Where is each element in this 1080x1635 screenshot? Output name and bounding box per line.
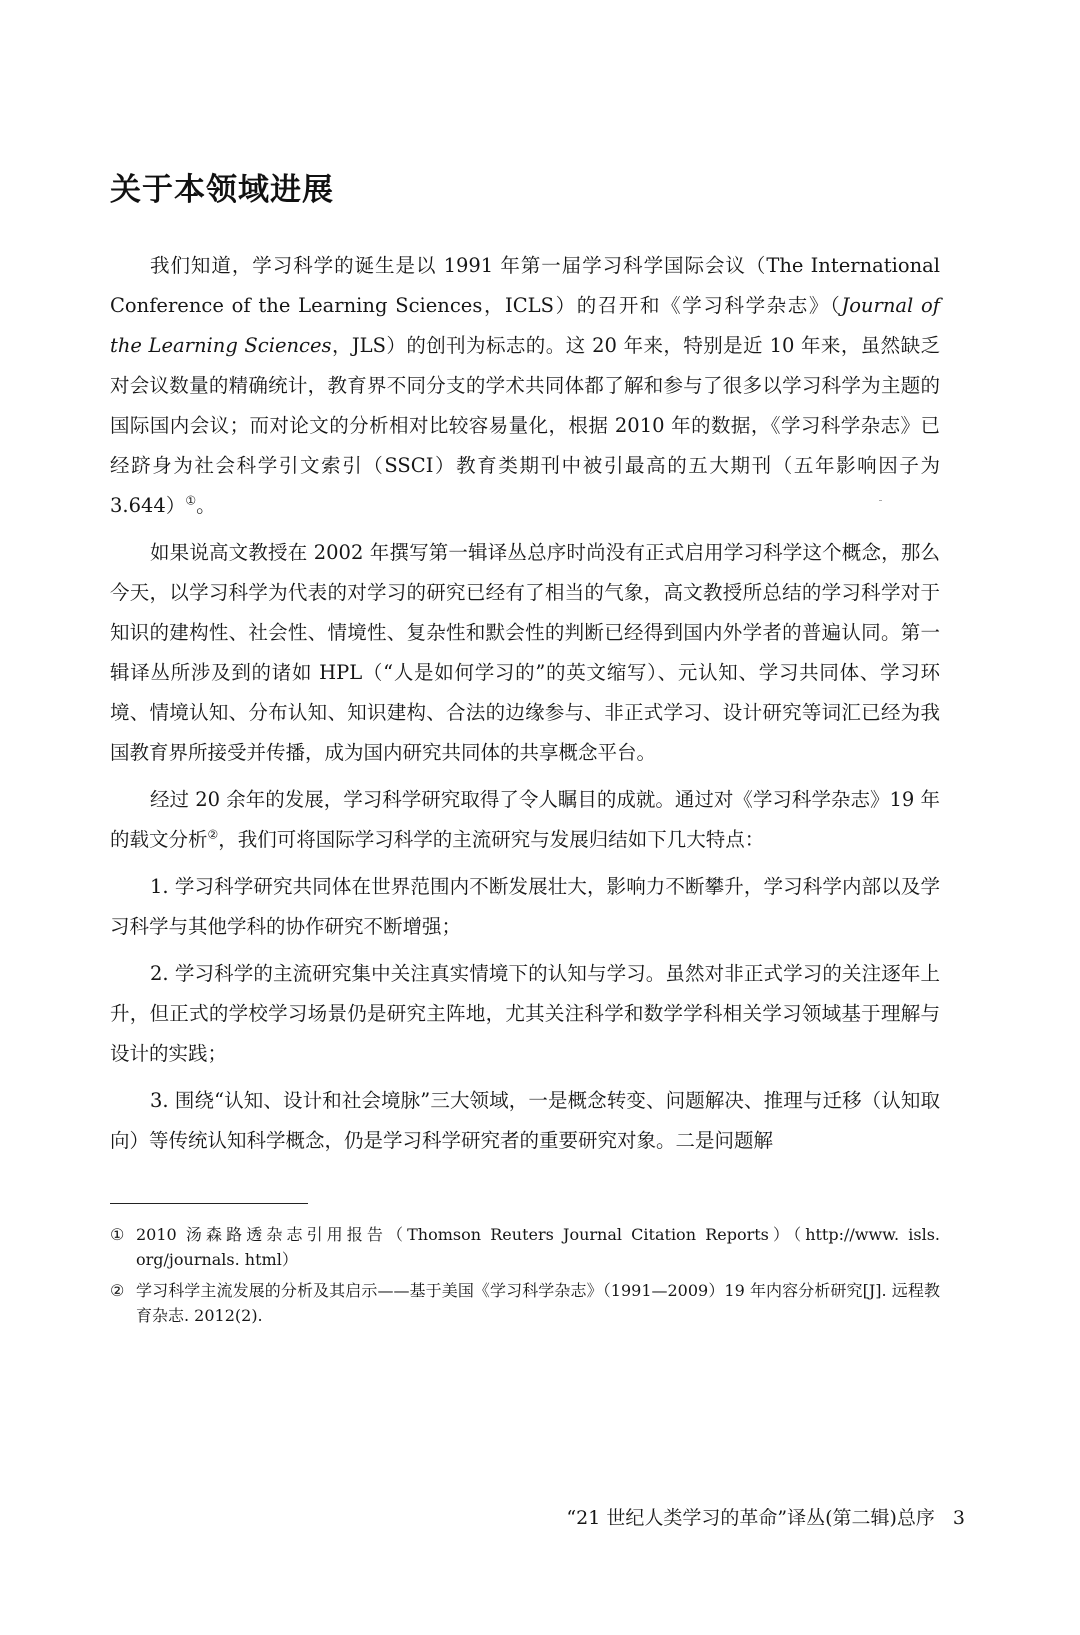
footnote-1-mark: ① — [110, 1225, 125, 1244]
paragraph-1-end: 。 — [196, 494, 216, 517]
journal-name: Journal of the Learning Sciences — [110, 294, 940, 357]
page-footer — [566, 1505, 965, 1531]
list-item-1: 1. 学习科学研究共同体在世界范围内不断发展壮大，影响力不断攀升，学习科学内部以及学习科学与其他学科的协作研究不断增强； — [110, 875, 940, 938]
section-title: 关于本领域进展 — [110, 172, 334, 208]
page-number: 3 — [952, 1507, 965, 1529]
running-title: “21 世纪人类学习的革命”译丛(第二辑)总序 — [566, 1507, 935, 1529]
footnote-2 — [110, 1278, 940, 1328]
paragraph-2: 如果说高文教授在 2002 年撰写第一辑译丛总序时尚没有正式启用学习科学这个概念，那么今天，以学习科学为代表的对学习的研究已经有了相当的气象，高文教授所总结的学习科学对于知识的建构性、社会性、情境性、复杂性和默会性的判断已经得到国内外学者的普遍认同。第一辑译丛所涉及到的诸如 HPL（“人是如何学习的”的英文缩写）、元认知、学习共同体、学习环境、情境认知、分布认知、知识建构、合法的边缘参与、非正式学习、设计研究等词汇已经为我国教育界所接受并传播，成为国内研究共同体的共享概念平台。 — [110, 541, 940, 764]
footnote-ref-1[interactable]: ① — [185, 493, 197, 508]
footnotes — [110, 1222, 940, 1334]
footnote-1-text: 2010 汤森路透杂志引用报告（Thomson Reuters Journal Citation Reports）（http://www. isls. org/journals. html） — [136, 1225, 940, 1269]
footnote-1 — [110, 1222, 940, 1272]
paragraph-3-part-b: ，我们可将国际学习科学的主流研究与发展归结如下几大特点： — [218, 828, 765, 851]
body-text — [110, 246, 940, 1168]
footnote-2-text: 学习科学主流发展的分析及其启示——基于美国《学习科学杂志》（1991—2009）19 年内容分析研究[J]. 远程教育杂志. 2012(2). — [136, 1281, 940, 1325]
paragraph-1 — [110, 246, 940, 526]
paragraph-1-part-a: 我们知道，学习科学的诞生是以 1991 年第一届学习科学国际会议（The International Conference of the Learning Sciences，ICLS）的召开和《学习科学杂志》（ — [110, 254, 940, 317]
paragraph-3 — [110, 780, 940, 860]
footnote-divider — [110, 1203, 308, 1204]
list-item-2: 2. 学习科学的主流研究集中关注真实情境下的认知与学习。虽然对非正式学习的关注逐年上升，但正式的学校学习场景仍是研究主阵地，尤其关注科学和数学学科相关学习领域基于理解与设计的实践； — [110, 962, 940, 1065]
footnote-2-mark: ② — [110, 1281, 125, 1300]
footnote-ref-2[interactable]: ② — [207, 827, 219, 842]
paragraph-1-part-b: ，JLS）的创刊为标志的。这 20 年来，特别是近 10 年来，虽然缺乏对会议数量的精确统计，教育界不同分支的学术共同体都了解和参与了很多以学习科学为主题的国际国内会议；而对论文的分析相对比较容易量化，根据 2010 年的数据，《学习科学杂志》已经跻身为社会科学引文索引（SSCI）教育类期刊中被引最高的五大期刊（五年影响因子为 3.644） — [110, 334, 940, 517]
paragraph-3-part-a: 经过 20 余年的发展，学习科学研究取得了令人瞩目的成就。通过对《学习科学杂志》19 年的载文分析 — [110, 788, 940, 851]
list-item-3: 3. 围绕“认知、设计和社会境脉”三大领域，一是概念转变、问题解决、推理与迁移（认知取向）等传统认知科学概念，仍是学习科学研究者的重要研究对象。二是问题解 — [110, 1089, 940, 1152]
scan-mark — [879, 500, 882, 501]
